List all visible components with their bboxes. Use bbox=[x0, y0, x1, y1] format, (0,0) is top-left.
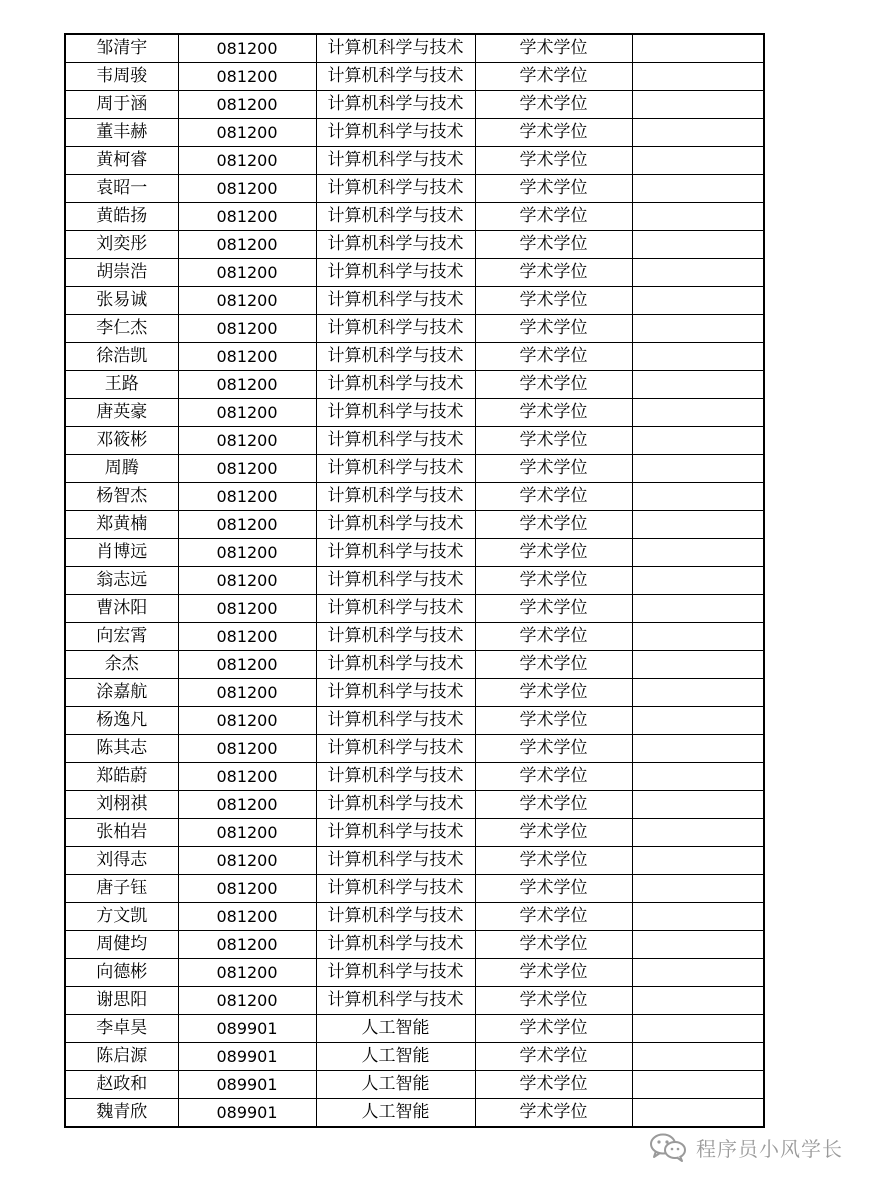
cell-major-name: 计算机科学与技术 bbox=[316, 399, 475, 427]
cell-major-code: 089901 bbox=[178, 1071, 316, 1099]
cell-degree-type: 学术学位 bbox=[475, 175, 632, 203]
cell-note bbox=[632, 511, 764, 539]
cell-major-code: 081200 bbox=[178, 623, 316, 651]
cell-major-name: 计算机科学与技术 bbox=[316, 539, 475, 567]
cell-major-name: 计算机科学与技术 bbox=[316, 791, 475, 819]
table-row bbox=[65, 539, 764, 567]
cell-note bbox=[632, 371, 764, 399]
cell-major-name: 计算机科学与技术 bbox=[316, 455, 475, 483]
cell-degree-type: 学术学位 bbox=[475, 315, 632, 343]
cell-name: 刘栩祺 bbox=[65, 791, 178, 819]
cell-degree-type: 学术学位 bbox=[475, 147, 632, 175]
cell-major-name: 计算机科学与技术 bbox=[316, 91, 475, 119]
table-row bbox=[65, 903, 764, 931]
table-row bbox=[65, 791, 764, 819]
cell-major-name: 计算机科学与技术 bbox=[316, 595, 475, 623]
cell-major-name: 计算机科学与技术 bbox=[316, 175, 475, 203]
cell-degree-type: 学术学位 bbox=[475, 735, 632, 763]
cell-major-code: 081200 bbox=[178, 371, 316, 399]
cell-major-code: 081200 bbox=[178, 399, 316, 427]
cell-name: 涂嘉航 bbox=[65, 679, 178, 707]
cell-name: 杨逸凡 bbox=[65, 707, 178, 735]
cell-major-name: 计算机科学与技术 bbox=[316, 735, 475, 763]
cell-major-name: 计算机科学与技术 bbox=[316, 119, 475, 147]
table-row bbox=[65, 315, 764, 343]
cell-major-name: 计算机科学与技术 bbox=[316, 903, 475, 931]
cell-note bbox=[632, 567, 764, 595]
cell-major-name: 计算机科学与技术 bbox=[316, 343, 475, 371]
table-row bbox=[65, 763, 764, 791]
table-row bbox=[65, 427, 764, 455]
cell-note bbox=[632, 315, 764, 343]
cell-name: 王路 bbox=[65, 371, 178, 399]
cell-major-code: 081200 bbox=[178, 259, 316, 287]
cell-note bbox=[632, 987, 764, 1015]
table-row bbox=[65, 483, 764, 511]
cell-major-name: 计算机科学与技术 bbox=[316, 623, 475, 651]
cell-major-code: 081200 bbox=[178, 287, 316, 315]
cell-degree-type: 学术学位 bbox=[475, 63, 632, 91]
table-row bbox=[65, 847, 764, 875]
cell-note bbox=[632, 623, 764, 651]
cell-degree-type: 学术学位 bbox=[475, 427, 632, 455]
table-row bbox=[65, 399, 764, 427]
cell-note bbox=[632, 63, 764, 91]
cell-degree-type: 学术学位 bbox=[475, 119, 632, 147]
table-row bbox=[65, 511, 764, 539]
cell-major-code: 081200 bbox=[178, 679, 316, 707]
cell-major-name: 计算机科学与技术 bbox=[316, 371, 475, 399]
cell-major-name: 计算机科学与技术 bbox=[316, 203, 475, 231]
cell-name: 余杰 bbox=[65, 651, 178, 679]
cell-major-name: 计算机科学与技术 bbox=[316, 931, 475, 959]
cell-degree-type: 学术学位 bbox=[475, 1071, 632, 1099]
table-row bbox=[65, 959, 764, 987]
cell-name: 翁志远 bbox=[65, 567, 178, 595]
cell-degree-type: 学术学位 bbox=[475, 34, 632, 63]
cell-name: 陈启源 bbox=[65, 1043, 178, 1071]
watermark bbox=[648, 1130, 843, 1164]
cell-major-code: 081200 bbox=[178, 791, 316, 819]
cell-name: 黄柯睿 bbox=[65, 147, 178, 175]
cell-major-name: 人工智能 bbox=[316, 1015, 475, 1043]
cell-note bbox=[632, 147, 764, 175]
cell-note bbox=[632, 119, 764, 147]
watermark-text: 程序员小风学长 bbox=[696, 1136, 843, 1161]
cell-major-name: 计算机科学与技术 bbox=[316, 427, 475, 455]
cell-major-code: 081200 bbox=[178, 343, 316, 371]
cell-name: 唐子钰 bbox=[65, 875, 178, 903]
cell-note bbox=[632, 819, 764, 847]
cell-degree-type: 学术学位 bbox=[475, 623, 632, 651]
cell-note bbox=[632, 679, 764, 707]
table-row bbox=[65, 1015, 764, 1043]
cell-note bbox=[632, 791, 764, 819]
cell-note bbox=[632, 287, 764, 315]
cell-major-code: 081200 bbox=[178, 231, 316, 259]
cell-note bbox=[632, 399, 764, 427]
table-row bbox=[65, 175, 764, 203]
cell-degree-type: 学术学位 bbox=[475, 847, 632, 875]
cell-major-code: 081200 bbox=[178, 483, 316, 511]
cell-major-name: 计算机科学与技术 bbox=[316, 231, 475, 259]
table-row bbox=[65, 231, 764, 259]
cell-degree-type: 学术学位 bbox=[475, 1043, 632, 1071]
cell-name: 郑黄楠 bbox=[65, 511, 178, 539]
cell-note bbox=[632, 483, 764, 511]
cell-note bbox=[632, 595, 764, 623]
cell-name: 李卓昊 bbox=[65, 1015, 178, 1043]
cell-name: 韦周骏 bbox=[65, 63, 178, 91]
cell-major-name: 计算机科学与技术 bbox=[316, 651, 475, 679]
table-row bbox=[65, 567, 764, 595]
cell-major-name: 计算机科学与技术 bbox=[316, 819, 475, 847]
table-row bbox=[65, 34, 764, 63]
cell-name: 邹清宇 bbox=[65, 34, 178, 63]
cell-degree-type: 学术学位 bbox=[475, 287, 632, 315]
table-row bbox=[65, 259, 764, 287]
table-row bbox=[65, 875, 764, 903]
cell-major-code: 081200 bbox=[178, 203, 316, 231]
cell-degree-type: 学术学位 bbox=[475, 1015, 632, 1043]
cell-degree-type: 学术学位 bbox=[475, 707, 632, 735]
cell-major-name: 计算机科学与技术 bbox=[316, 34, 475, 63]
cell-degree-type: 学术学位 bbox=[475, 259, 632, 287]
wechat-icon bbox=[648, 1132, 688, 1162]
cell-note bbox=[632, 427, 764, 455]
cell-major-code: 081200 bbox=[178, 707, 316, 735]
cell-major-name: 计算机科学与技术 bbox=[316, 959, 475, 987]
cell-major-code: 081200 bbox=[178, 455, 316, 483]
cell-major-name: 计算机科学与技术 bbox=[316, 567, 475, 595]
table-body bbox=[65, 34, 764, 1127]
cell-note bbox=[632, 931, 764, 959]
cell-degree-type: 学术学位 bbox=[475, 399, 632, 427]
cell-major-code: 081200 bbox=[178, 763, 316, 791]
cell-degree-type: 学术学位 bbox=[475, 371, 632, 399]
cell-major-name: 计算机科学与技术 bbox=[316, 315, 475, 343]
cell-major-name: 计算机科学与技术 bbox=[316, 847, 475, 875]
table-row bbox=[65, 371, 764, 399]
cell-major-code: 089901 bbox=[178, 1099, 316, 1128]
table-row bbox=[65, 455, 764, 483]
cell-name: 赵政和 bbox=[65, 1071, 178, 1099]
cell-major-name: 计算机科学与技术 bbox=[316, 287, 475, 315]
cell-note bbox=[632, 91, 764, 119]
cell-degree-type: 学术学位 bbox=[475, 903, 632, 931]
cell-major-name: 计算机科学与技术 bbox=[316, 987, 475, 1015]
table-row bbox=[65, 623, 764, 651]
cell-degree-type: 学术学位 bbox=[475, 931, 632, 959]
cell-note bbox=[632, 231, 764, 259]
cell-degree-type: 学术学位 bbox=[475, 231, 632, 259]
cell-note bbox=[632, 203, 764, 231]
cell-note bbox=[632, 259, 764, 287]
cell-major-code: 081200 bbox=[178, 147, 316, 175]
cell-name: 胡崇浩 bbox=[65, 259, 178, 287]
cell-major-code: 081200 bbox=[178, 959, 316, 987]
cell-major-name: 计算机科学与技术 bbox=[316, 259, 475, 287]
cell-name: 董丰赫 bbox=[65, 119, 178, 147]
cell-note bbox=[632, 455, 764, 483]
cell-major-code: 081200 bbox=[178, 875, 316, 903]
cell-degree-type: 学术学位 bbox=[475, 1099, 632, 1128]
cell-note bbox=[632, 1043, 764, 1071]
table-row bbox=[65, 735, 764, 763]
cell-degree-type: 学术学位 bbox=[475, 791, 632, 819]
table-row bbox=[65, 343, 764, 371]
cell-major-code: 081200 bbox=[178, 91, 316, 119]
cell-major-code: 089901 bbox=[178, 1043, 316, 1071]
table-row bbox=[65, 203, 764, 231]
cell-name: 周于涵 bbox=[65, 91, 178, 119]
cell-major-code: 081200 bbox=[178, 903, 316, 931]
cell-major-name: 人工智能 bbox=[316, 1099, 475, 1128]
cell-name: 袁昭一 bbox=[65, 175, 178, 203]
cell-note bbox=[632, 707, 764, 735]
cell-note bbox=[632, 34, 764, 63]
cell-major-code: 081200 bbox=[178, 34, 316, 63]
table-row bbox=[65, 1043, 764, 1071]
cell-name: 杨智杰 bbox=[65, 483, 178, 511]
cell-name: 邓筱彬 bbox=[65, 427, 178, 455]
table-row bbox=[65, 147, 764, 175]
cell-note bbox=[632, 959, 764, 987]
cell-major-code: 081200 bbox=[178, 175, 316, 203]
cell-name: 向宏霄 bbox=[65, 623, 178, 651]
cell-note bbox=[632, 1015, 764, 1043]
cell-note bbox=[632, 735, 764, 763]
cell-degree-type: 学术学位 bbox=[475, 539, 632, 567]
cell-major-code: 081200 bbox=[178, 651, 316, 679]
cell-major-name: 计算机科学与技术 bbox=[316, 483, 475, 511]
cell-degree-type: 学术学位 bbox=[475, 819, 632, 847]
cell-major-code: 081200 bbox=[178, 847, 316, 875]
table-row bbox=[65, 819, 764, 847]
cell-degree-type: 学术学位 bbox=[475, 343, 632, 371]
cell-note bbox=[632, 903, 764, 931]
cell-degree-type: 学术学位 bbox=[475, 875, 632, 903]
table-row bbox=[65, 287, 764, 315]
cell-note bbox=[632, 175, 764, 203]
cell-degree-type: 学术学位 bbox=[475, 987, 632, 1015]
cell-major-code: 081200 bbox=[178, 539, 316, 567]
cell-name: 唐英豪 bbox=[65, 399, 178, 427]
cell-name: 陈其志 bbox=[65, 735, 178, 763]
cell-degree-type: 学术学位 bbox=[475, 483, 632, 511]
cell-name: 方文凯 bbox=[65, 903, 178, 931]
cell-major-name: 计算机科学与技术 bbox=[316, 511, 475, 539]
cell-major-name: 计算机科学与技术 bbox=[316, 707, 475, 735]
cell-major-code: 081200 bbox=[178, 987, 316, 1015]
table-row bbox=[65, 595, 764, 623]
cell-note bbox=[632, 847, 764, 875]
cell-major-code: 089901 bbox=[178, 1015, 316, 1043]
table-row bbox=[65, 91, 764, 119]
cell-name: 徐浩凯 bbox=[65, 343, 178, 371]
table-row bbox=[65, 119, 764, 147]
cell-major-code: 081200 bbox=[178, 511, 316, 539]
table-row bbox=[65, 1071, 764, 1099]
cell-degree-type: 学术学位 bbox=[475, 567, 632, 595]
cell-major-code: 081200 bbox=[178, 427, 316, 455]
cell-name: 郑皓蔚 bbox=[65, 763, 178, 791]
cell-major-code: 081200 bbox=[178, 735, 316, 763]
cell-name: 谢思阳 bbox=[65, 987, 178, 1015]
cell-name: 张柏岩 bbox=[65, 819, 178, 847]
cell-name: 周健均 bbox=[65, 931, 178, 959]
cell-degree-type: 学术学位 bbox=[475, 679, 632, 707]
cell-name: 李仁杰 bbox=[65, 315, 178, 343]
cell-degree-type: 学术学位 bbox=[475, 511, 632, 539]
cell-name: 张易诚 bbox=[65, 287, 178, 315]
cell-note bbox=[632, 875, 764, 903]
table-row bbox=[65, 63, 764, 91]
cell-note bbox=[632, 651, 764, 679]
table-row bbox=[65, 651, 764, 679]
cell-degree-type: 学术学位 bbox=[475, 455, 632, 483]
cell-major-name: 人工智能 bbox=[316, 1043, 475, 1071]
cell-name: 刘奕彤 bbox=[65, 231, 178, 259]
table-row bbox=[65, 931, 764, 959]
cell-name: 向德彬 bbox=[65, 959, 178, 987]
cell-major-code: 081200 bbox=[178, 819, 316, 847]
cell-major-code: 081200 bbox=[178, 595, 316, 623]
cell-degree-type: 学术学位 bbox=[475, 91, 632, 119]
cell-major-name: 人工智能 bbox=[316, 1071, 475, 1099]
cell-degree-type: 学术学位 bbox=[475, 959, 632, 987]
cell-note bbox=[632, 763, 764, 791]
table-row bbox=[65, 1099, 764, 1128]
cell-name: 黄皓扬 bbox=[65, 203, 178, 231]
cell-degree-type: 学术学位 bbox=[475, 203, 632, 231]
cell-major-name: 计算机科学与技术 bbox=[316, 763, 475, 791]
cell-major-name: 计算机科学与技术 bbox=[316, 875, 475, 903]
cell-note bbox=[632, 1099, 764, 1128]
cell-degree-type: 学术学位 bbox=[475, 651, 632, 679]
cell-major-code: 081200 bbox=[178, 119, 316, 147]
admission-list-table bbox=[64, 33, 765, 1128]
cell-name: 周腾 bbox=[65, 455, 178, 483]
cell-degree-type: 学术学位 bbox=[475, 595, 632, 623]
cell-major-name: 计算机科学与技术 bbox=[316, 147, 475, 175]
cell-note bbox=[632, 343, 764, 371]
cell-major-name: 计算机科学与技术 bbox=[316, 63, 475, 91]
cell-major-code: 081200 bbox=[178, 567, 316, 595]
cell-note bbox=[632, 539, 764, 567]
cell-name: 肖博远 bbox=[65, 539, 178, 567]
cell-degree-type: 学术学位 bbox=[475, 763, 632, 791]
cell-note bbox=[632, 1071, 764, 1099]
cell-name: 刘得志 bbox=[65, 847, 178, 875]
cell-major-code: 081200 bbox=[178, 931, 316, 959]
cell-major-code: 081200 bbox=[178, 63, 316, 91]
cell-major-name: 计算机科学与技术 bbox=[316, 679, 475, 707]
table-row bbox=[65, 679, 764, 707]
table-row bbox=[65, 707, 764, 735]
cell-name: 曹沐阳 bbox=[65, 595, 178, 623]
cell-name: 魏青欣 bbox=[65, 1099, 178, 1128]
cell-major-code: 081200 bbox=[178, 315, 316, 343]
table-row bbox=[65, 987, 764, 1015]
